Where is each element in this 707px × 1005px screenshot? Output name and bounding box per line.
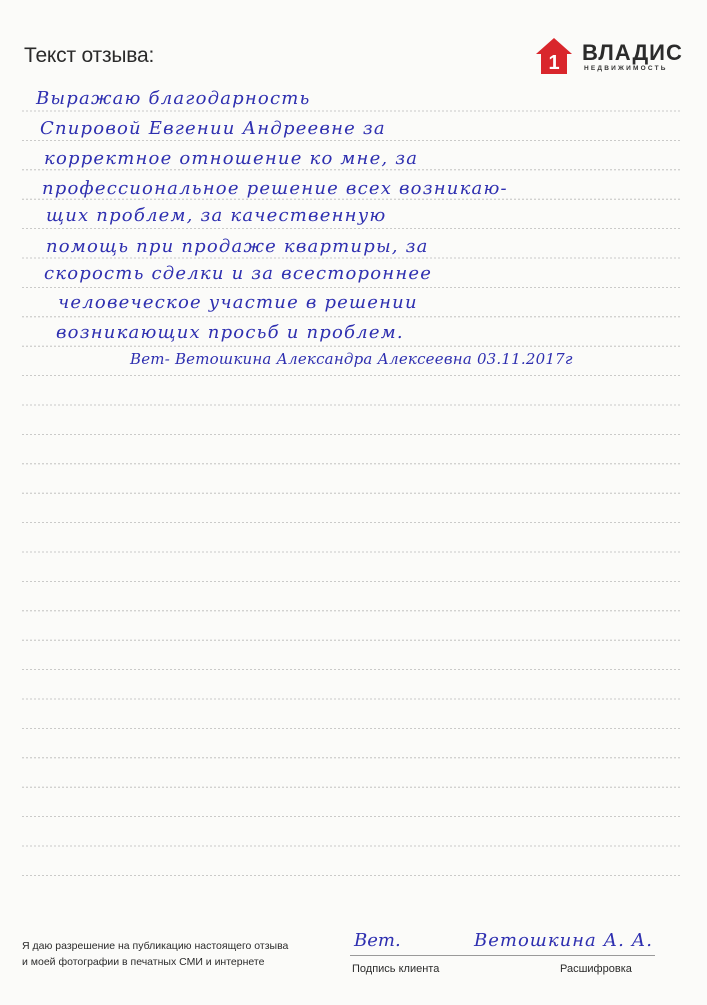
review-line: возникающих просьб и проблем. [56,322,404,343]
review-line: Спировой Евгении Андреевне за [40,118,386,139]
signature-caption: Подпись клиента [352,963,440,975]
signature-underline [350,955,470,956]
review-line: Выражаю благодарность [36,88,311,109]
logo-name: ВЛАДИС [582,40,683,65]
review-line: помощь при продаже квартиры, за [46,236,429,257]
review-line: скорость сделки и за всестороннее [44,263,433,284]
page-title: Текст отзыва: [24,44,155,67]
review-line: щих проблем, за качественную [46,205,387,226]
review-line: корректное отношение ко мне, за [44,148,419,169]
decoding-underline [470,955,655,956]
consent-line: и моей фотографии в печатных СМИ и интернете [22,956,265,968]
decoding-caption: Расшифровка [560,963,632,975]
review-signature-line: Вет- Ветошкина Александра Алексеевна 03.11.2017г [130,350,573,368]
review-line: человеческое участие в решении [58,292,418,313]
name-decoding: Ветошкина А. А. [474,930,653,951]
review-line: профессиональное решение всех возникаю- [42,178,508,199]
client-signature: Вет. [354,930,401,951]
logo-subtitle: НЕДВИЖИМОСТЬ [584,65,668,72]
consent-line: Я даю разрешение на публикацию настоящего отзыва [22,940,289,952]
logo-badge-number: 1 [548,52,560,74]
consent-text [22,938,288,970]
